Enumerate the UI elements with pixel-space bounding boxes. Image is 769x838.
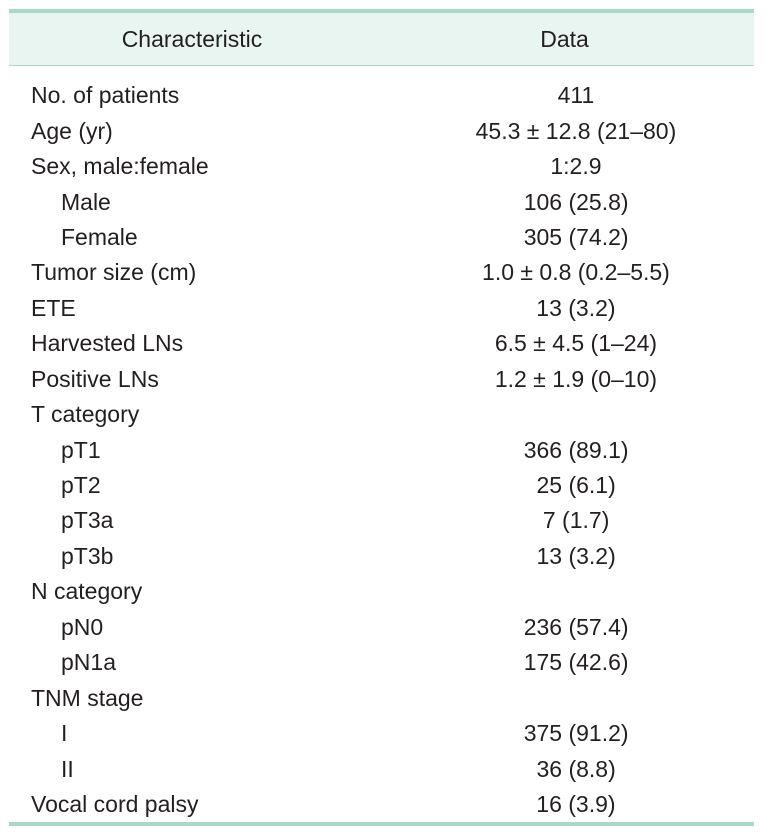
row-value: 411 <box>557 82 595 109</box>
table-row <box>9 220 754 255</box>
row-label: Harvested LNs <box>31 330 184 357</box>
row-value: 13 (3.2) <box>536 542 616 569</box>
row-value: 45.3 ± 12.8 (21–80) <box>475 117 677 144</box>
table-header <box>9 13 754 66</box>
characteristics-table <box>9 9 754 822</box>
row-value: 236 (57.4) <box>523 613 629 640</box>
row-label: pN1a <box>61 649 116 676</box>
header-data: Data <box>540 25 589 52</box>
row-value: 7 (1.7) <box>542 507 610 534</box>
table-row <box>9 610 754 645</box>
table-row <box>9 362 754 397</box>
table-row <box>9 291 754 326</box>
row-value: 305 (74.2) <box>523 223 629 250</box>
header-characteristic: Characteristic <box>121 25 263 52</box>
row-label: pT3b <box>61 542 114 569</box>
table-row <box>9 539 754 574</box>
row-value: 13 (3.2) <box>536 294 616 321</box>
table-bottom-rule <box>9 822 754 826</box>
row-label: pT2 <box>61 472 101 499</box>
row-label: Sex, male:female <box>31 153 209 180</box>
row-label: No. of patients <box>31 82 180 109</box>
row-label: N category <box>31 578 143 605</box>
table-row <box>9 78 754 113</box>
row-value: 366 (89.1) <box>523 436 629 463</box>
row-label: pT3a <box>61 507 114 534</box>
row-label: ETE <box>31 294 76 321</box>
table-row <box>9 680 754 715</box>
row-value: 6.5 ± 4.5 (1–24) <box>494 330 658 357</box>
row-label: TNM stage <box>31 684 144 711</box>
row-label: I <box>61 720 68 747</box>
table-row <box>9 397 754 432</box>
table-row <box>9 503 754 538</box>
row-label: Female <box>61 223 138 250</box>
row-value: 375 (91.2) <box>523 720 629 747</box>
table-body <box>9 66 754 822</box>
row-value: 1.2 ± 1.9 (0–10) <box>494 365 658 392</box>
table-row <box>9 468 754 503</box>
row-value: 36 (8.8) <box>536 755 616 782</box>
table-row <box>9 645 754 680</box>
row-label: Age (yr) <box>31 117 113 144</box>
table-row <box>9 751 754 786</box>
table-row <box>9 326 754 361</box>
table-row <box>9 149 754 184</box>
table-row <box>9 255 754 290</box>
row-label: pT1 <box>61 436 101 463</box>
row-value: 1:2.9 <box>550 153 602 180</box>
row-value: 25 (6.1) <box>536 472 616 499</box>
table-row <box>9 787 754 822</box>
table-row <box>9 432 754 467</box>
table-row <box>9 113 754 148</box>
row-value: 106 (25.8) <box>523 188 629 215</box>
row-label: II <box>61 755 74 782</box>
row-value: 175 (42.6) <box>523 649 629 676</box>
row-label: pN0 <box>61 613 104 640</box>
table-row <box>9 184 754 219</box>
row-label: Vocal cord palsy <box>31 790 199 817</box>
row-value: 1.0 ± 0.8 (0.2–5.5) <box>482 259 670 286</box>
row-label: Tumor size (cm) <box>31 259 197 286</box>
row-value: 16 (3.9) <box>536 790 616 817</box>
table-row <box>9 574 754 609</box>
table-row <box>9 716 754 751</box>
row-label: T category <box>31 401 140 428</box>
row-label: Positive LNs <box>31 365 159 392</box>
row-label: Male <box>61 188 111 215</box>
